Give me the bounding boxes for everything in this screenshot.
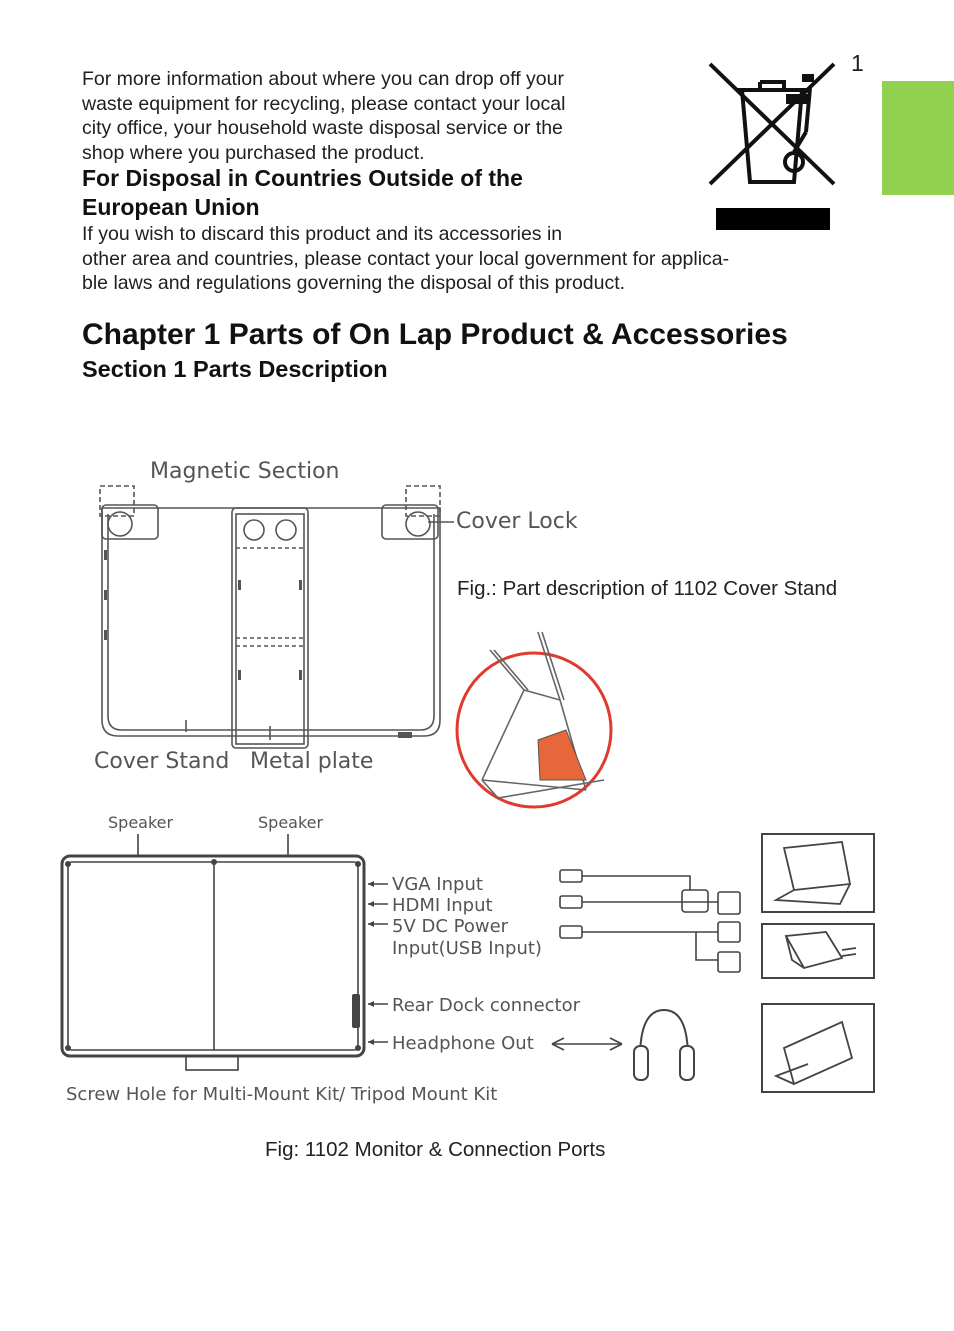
metal-plate-label: Metal plate	[250, 749, 374, 774]
figure2-caption: Fig: 1102 Monitor & Connection Ports	[265, 1138, 606, 1161]
speaker-right-label: Speaker	[258, 813, 324, 832]
cover-lock-label: Cover Lock	[456, 509, 578, 534]
monitor-ports-diagram	[56, 808, 886, 1108]
intro-paragraph: For more information about where you can drop off your waste equipment for recycling, please contact your local city office, your household waste disposal service or the shop where you purchased the product.	[82, 68, 566, 164]
cover-stand-label: Cover Stand	[94, 749, 230, 774]
power-adapter-icon	[786, 932, 856, 968]
dc-power-label-line1: 5V DC Power	[392, 916, 509, 937]
headphone-out-label: Headphone Out	[392, 1033, 534, 1054]
weee-crossed-bin-icon	[706, 60, 840, 236]
vga-input-label: VGA Input	[392, 874, 483, 895]
rear-dock-label: Rear Dock connector	[392, 995, 581, 1016]
chapter-tab-marker	[882, 81, 954, 195]
section-title: Section 1 Parts Description	[82, 356, 388, 382]
chapter-title: Chapter 1 Parts of On Lap Product & Accessories	[82, 318, 788, 351]
screw-hole-label: Screw Hole for Multi-Mount Kit/ Tripod Mount Kit	[66, 1084, 498, 1105]
non-eu-paragraph: If you wish to discard this product and its accessories in other area and countries, please contact your local government for applica- ble laws and regulations governing the disposal of this product.	[82, 223, 730, 294]
dc-power-label-line2: Input(USB Input)	[392, 938, 542, 959]
speaker-left-label: Speaker	[108, 813, 174, 832]
stand-detail-callout	[454, 630, 618, 814]
non-eu-heading: For Disposal in Countries Outside of the European Union	[82, 165, 523, 220]
magnetic-section-label: Magnetic Section	[150, 459, 340, 484]
headphones-icon	[634, 1010, 694, 1080]
page-number: 1	[851, 50, 864, 76]
hdmi-input-label: HDMI Input	[392, 895, 493, 916]
laptop-icon	[776, 842, 852, 1084]
figure1-caption: Fig.: Part description of 1102 Cover Stand	[457, 577, 838, 600]
